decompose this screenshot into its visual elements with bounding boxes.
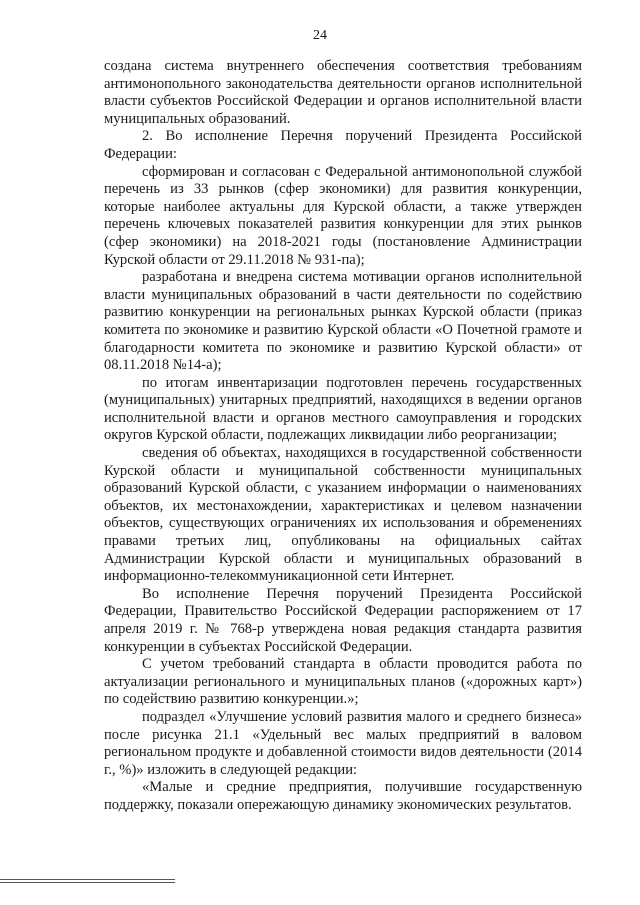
footer-stamp-lines xyxy=(0,879,175,883)
paragraph-system-created: создана система внутреннего обеспечения соответствия требованиям антимонопольного законодательства деятельности органов исполнительной власти субъектов Российской Федерации и органов исполнительной власти муниципальных образований. xyxy=(104,58,582,127)
paragraph-inventory: по итогам инвентаризации подготовлен перечень государственных (муниципальных) унитарных предприятий, находящихся в ведении органов исполнительной власти и органов местного самоуправления и городских округов Курской области, подлежащих ликвидации либо реорганизации; xyxy=(104,374,582,444)
document-body xyxy=(104,58,582,815)
paragraph-roadmaps: С учетом требований стандарта в области проводится работа по актуализации регионального и муниципальных планов («дорожных карт») по содействию развитию конкуренции.»; xyxy=(104,656,582,708)
footer-line-bottom xyxy=(0,882,175,883)
paragraph-sme-support: «Малые и средние предприятия, получившие государственную поддержку, показали опережающую динамику экономических результатов. xyxy=(104,779,582,813)
paragraph-government-order: Во исполнение Перечня поручений Президента Российской Федерации, Правительство Российской Федерации распоряжением от 17 апреля 2019 г. № 768-р утверждена новая редакция стандарта развития конкуренции в субъектах Российской Федерации. xyxy=(104,585,582,655)
footer-line-top xyxy=(0,879,175,880)
page-number: 24 xyxy=(313,28,327,43)
paragraph-property-info: сведения об объектах, находящихся в государственной собственности Курской области и муниципальной собственности муниципальных образований Курской области, с указанием информации о наименованиях объектов, их местонахождении, характеристиках и целевом назначении объектов, существующих ограничениях их использования и обременениях правами третьих лиц, опубликованы на официальных сайтах Администрации Курской области и муниципальных образований в информационно-телекоммуникационной сети Интернет. xyxy=(104,445,582,585)
paragraph-markets-list: сформирован и согласован с Федеральной антимонопольной службой перечень из 33 рынков (сфер экономики) для развития конкуренции, которые наиболее актуальны для Курской области, а также утвержден перечень ключевых показателей развития конкуренции для этих рынков (сфер экономики) на 2018-2021 годы (постановление Администрации Курской области от 29.11.2018 № 931-па); xyxy=(104,163,582,268)
paragraph-motivation-system: разработана и внедрена система мотивации органов исполнительной власти муниципальных образований в части деятельности по содействию развитию конкуренции на региональных рынках Курской области (приказ комитета по экономике и развитию Курской области «О Почетной грамоте и благодарности комитета по экономике и развитию Курской области» от 08.11.2018 №14-а); xyxy=(104,269,582,374)
paragraph-president-instructions: 2. Во исполнение Перечня поручений Президента Российской Федерации: xyxy=(104,128,582,162)
paragraph-subsection-amendment: подраздел «Улучшение условий развития малого и среднего бизнеса» после рисунка 21.1 «Удельный вес малых предприятий в валовом региональном продукте и добавленной стоимости видов деятельности (2014 г., %)» изложить в следующей редакции: xyxy=(104,708,582,778)
